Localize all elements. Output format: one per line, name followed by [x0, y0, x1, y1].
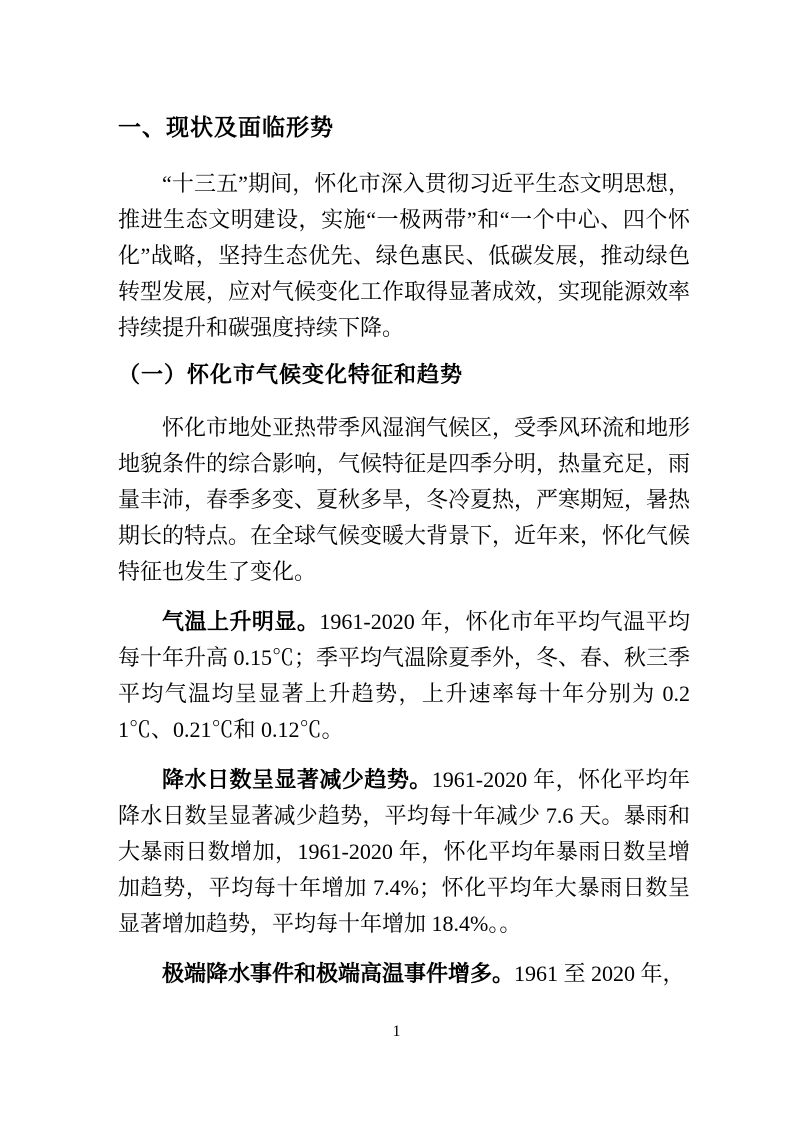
- temperature-paragraph-text: 1961-2020 年，怀化市年平均气温平均每十年升高 0.15℃；季平均气温除夏季外，冬、春、秋三季平均气温均呈显著上升趋势，上升速率每十年分别为 0.21℃、0.21℃和 0.12℃。: [118, 609, 691, 742]
- temperature-paragraph: [118, 604, 690, 748]
- section-heading: 一、现状及面临形势: [118, 114, 334, 140]
- precipitation-paragraph-text: 1961-2020 年，怀化平均年降水日数呈显著减少趋势，平均每十年减少 7.6 天。暴雨和大暴雨日数增加，1961-2020 年，怀化平均年暴雨日数呈增加趋势，平均每十年增加 7.4%；怀化平均年大暴雨日数呈显著增加趋势，平均每十年增加 18.4%。。: [118, 767, 690, 936]
- extremes-paragraph: [118, 956, 690, 992]
- intro-paragraph: “十三五”期间，怀化市深入贯彻习近平生态文明思想，推进生态文明建设，实施“一极两带”和“一个中心、四个怀化”战略，坚持生态优先、绿色惠民、低碳发展，推动绿色转型发展，应对气候变化工作取得显著成效，实现能源效率持续提升和碳强度持续下降。: [118, 171, 691, 340]
- page-number: 1: [392, 1023, 401, 1040]
- precipitation-paragraph-lead: 降水日数呈显著减少趋势。: [162, 767, 432, 792]
- climate-overview-paragraph: 怀化市地处亚热带季风湿润气候区，受季风环流和地形地貌条件的综合影响，气候特征是四季分明，热量充足，雨量丰沛，春季多变、夏秋多旱，冬冷夏热，严寒期短，暑热期长的特点。在全球气候变暖大背景下，近年来，怀化气候特征也发生了变化。: [118, 415, 691, 584]
- extremes-paragraph-text: 1961 至 2020 年，: [514, 961, 685, 986]
- extremes-paragraph-lead: 极端降水事件和极端高温事件增多。: [162, 961, 515, 986]
- precipitation-paragraph: [118, 762, 690, 942]
- temperature-paragraph-lead: 气温上升明显。: [162, 609, 320, 634]
- subsection-heading: （一）怀化市气候变化特征和趋势: [118, 362, 464, 387]
